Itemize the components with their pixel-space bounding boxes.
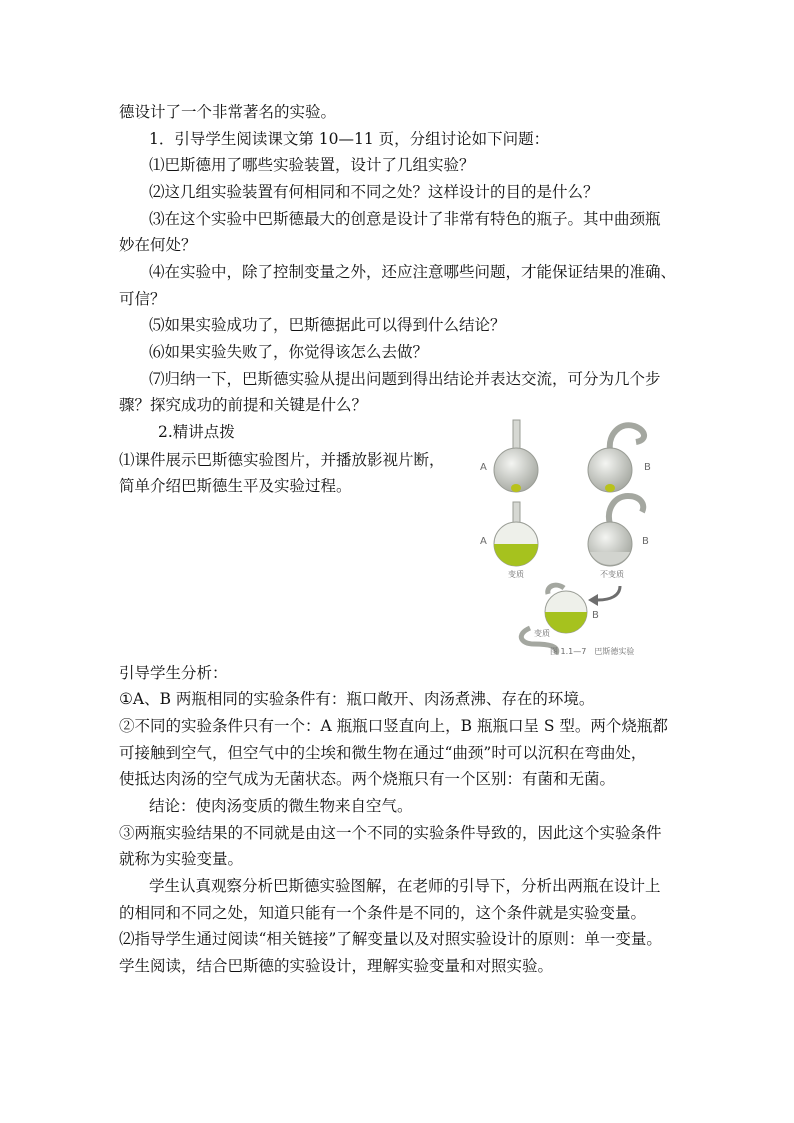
question-2: ⑵这几组实验装置有何相同和不同之处？这样设计的目的是什么？: [149, 183, 599, 201]
text-line: 引导学生分析：: [119, 664, 228, 682]
conclusion: 结论：使肉汤变质的微生物来自空气。: [149, 797, 413, 815]
flask-b-icon: [588, 425, 644, 492]
flask-b-unspoiled-icon: [588, 496, 643, 566]
question-3-cont: 妙在何处？: [119, 236, 197, 254]
flask-a-spoiled-icon: [494, 502, 538, 566]
caption-spoiled: 变质: [534, 629, 550, 638]
pasteur-experiment-figure: [470, 414, 670, 660]
text-line: 1．引导学生阅读课文第 10—11 页，分组讨论如下问题：: [149, 130, 550, 148]
text-line: 使抵达肉汤的空气成为无菌状态。两个烧瓶只有一个区别：有菌和无菌。: [119, 770, 616, 788]
question-3: ⑶在这个实验中巴斯德最大的创意是设计了非常有特色的瓶子。其中曲颈瓶: [149, 210, 661, 228]
label-b: B: [644, 462, 651, 473]
text-line: ②不同的实验条件只有一个：A 瓶瓶口竖直向上，B 瓶瓶口呈 S 型。两个烧瓶都: [119, 717, 668, 735]
question-4: ⑷在实验中，除了控制变量之外，还应注意哪些问题，才能保证结果的准确、: [149, 263, 677, 281]
flask-a-icon: [494, 420, 538, 492]
text-line: ③两瓶实验结果的不同就是由这一个不同的实验条件导致的，因此这个实验条件: [119, 824, 662, 842]
text-line: 就称为实验变量。: [119, 850, 244, 868]
arrow-icon: [598, 586, 620, 600]
text-line: 简单介绍巴斯德生平及实验过程。: [119, 477, 352, 495]
label-b: B: [642, 536, 649, 547]
text-line: 学生阅读，结合巴斯德的实验设计，理解实验变量和对照实验。: [119, 957, 554, 975]
text-line: ⑴课件展示巴斯德实验图片，并播放影视片断，: [119, 451, 445, 469]
text-line: 学生认真观察分析巴斯德实验图解，在老师的引导下，分析出两瓶在设计上: [149, 877, 661, 895]
caption-unspoiled: 不变质: [600, 570, 624, 579]
text-line: ⑵指导学生通过阅读“相关链接”了解变量以及对照实验设计的原则：单一变量。: [119, 930, 662, 948]
label-a: A: [480, 536, 487, 547]
text-line: ①A、B 两瓶相同的实验条件有：瓶口敞开、肉汤煮沸、存在的环境。: [119, 690, 595, 708]
question-4-cont: 可信？: [119, 290, 166, 308]
figure-caption: 图 1.1—7 巴斯德实验: [550, 647, 635, 656]
caption-spoiled: 变质: [508, 570, 524, 579]
question-6: ⑹如果实验失败了，你觉得该怎么去做？: [149, 343, 429, 361]
question-7-cont: 骤？探究成功的前提和关键是什么？: [119, 396, 368, 414]
section-heading: 2.精讲点拨: [158, 423, 235, 441]
text-line: 德设计了一个非常著名的实验。: [119, 103, 337, 121]
question-5: ⑸如果实验成功了，巴斯德据此可以得到什么结论？: [149, 316, 506, 334]
label-b: B: [592, 610, 599, 621]
arrow-head-icon: [588, 594, 598, 606]
question-7: ⑺归纳一下，巴斯德实验从提出问题到得出结论并表达交流，可分为几个步: [149, 370, 661, 388]
text-line: 的相同和不同之处，知道只能有一个条件是不同的，这个条件就是实验变量。: [119, 904, 647, 922]
text-line: 可接触到空气，但空气中的尘埃和微生物在通过“曲颈”时可以沉积在弯曲处，: [119, 744, 647, 762]
label-a: A: [480, 462, 487, 473]
flask-b-tilted-spoiled-icon: [521, 585, 587, 654]
question-1: ⑴巴斯德用了哪些实验装置，设计了几组实验？: [149, 156, 475, 174]
